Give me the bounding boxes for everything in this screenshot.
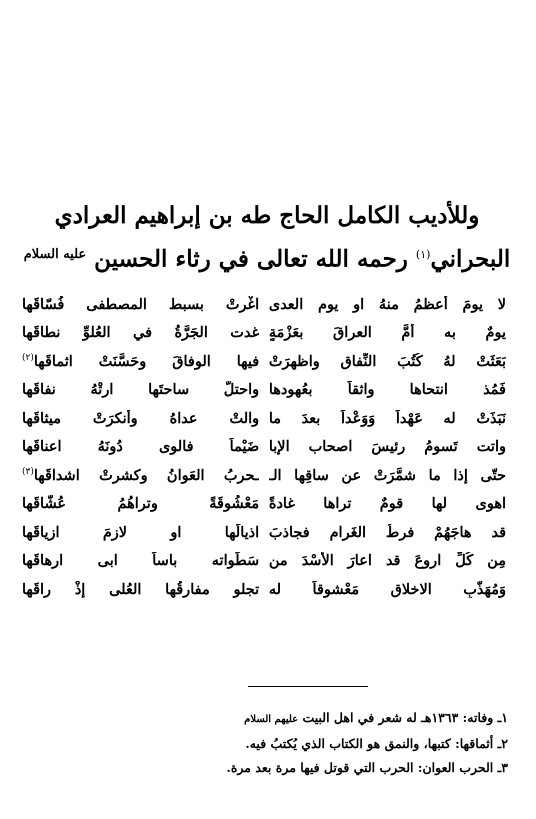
first-hemistich — [269, 296, 506, 313]
title-line-2 — [20, 235, 514, 279]
first-hemistich — [269, 381, 506, 398]
hemistich-text: ـحربُ العَوانُ وكشرتْ اشداقَها — [33, 466, 260, 484]
hemistich-text: لا يومَ أعظمُ منهُ او يوم العدى — [268, 295, 506, 313]
second-hemistich — [22, 410, 259, 427]
hemistich-text: اهوى لها قومٌ تراها غادةً — [268, 495, 506, 513]
second-hemistich — [22, 438, 259, 455]
honorific-glyph: عليه السلام — [23, 247, 87, 262]
hemistich-text: ضَيْماً فالوى دُونَهُ اعناقَها — [22, 438, 260, 456]
hemistich-text: يومٌ به أُمَّ العراقَ بعَزْمَةٍ — [268, 324, 506, 342]
title-poet-nisba: البحراني — [430, 245, 511, 273]
footnote-text: ٢ـ أثماقها: كتبها، والنمق هو الكتاب الذي يُكتبُ فيه. — [245, 736, 508, 751]
verse-line — [22, 347, 506, 376]
footnote-text: ٣ـ الحرب العوان: الحرب التي قوتل فيها مرة بعد مرة. — [226, 760, 508, 775]
verse-line — [22, 319, 506, 348]
hemistich-text: فيها الوفاقَ وحَسَّنَتْ اثماقَها — [33, 352, 260, 370]
first-hemistich — [269, 495, 506, 512]
second-hemistich — [22, 552, 259, 569]
hemistich-text: قد هاجَهُمْ فرطُ الغَرام فجاذبَ — [268, 523, 506, 541]
hemistich-text: والتْ عداهُ وأنكرَتْ ميثاقَها — [22, 409, 260, 427]
footnote-ref: (٢) — [22, 352, 34, 363]
hemistich-text: مَعْشُوقَةً وتراهُمُ عُشّاقَها — [22, 495, 260, 513]
second-hemistich — [22, 296, 259, 313]
hemistich-text: فَمُذ انتحاها واثقاً بعُهودها — [268, 381, 506, 399]
second-hemistich — [22, 495, 259, 512]
second-hemistich — [22, 381, 259, 398]
verse-line — [22, 461, 506, 490]
hemistich-text: بَعَثَتْ لهُ كُتُبَ النِّفاق واظهرَتْ — [268, 352, 506, 370]
footnote-ref: (٣) — [22, 466, 34, 477]
hemistich-text: اغْرتْ بسبط المصطفى فُسّاقَها — [22, 295, 260, 313]
hemistich-text: اذيالَها او لازمَ ازياقَها — [22, 523, 260, 541]
verse-line — [22, 518, 506, 547]
second-hemistich — [22, 581, 259, 598]
hemistich-text: واحتلَّ ساحتَها ارتْهُ نفاقَها — [22, 381, 260, 399]
hemistich-text: وَمُهَذَّبِ الاخلاقِ مَعْشوقاً له — [268, 580, 506, 598]
verse-line — [22, 575, 506, 604]
hemistich-text: مِن كُلِّ اروعَ قد اعارَ الأُسْدَ من — [268, 552, 506, 570]
footnotes — [68, 706, 508, 780]
verse-line — [22, 404, 506, 433]
first-hemistich — [269, 438, 506, 455]
hemistich-text: نَبَذَتْ له عَهْداً وَوَعْداً بعدَ ما — [268, 409, 506, 427]
verse-line — [22, 547, 506, 576]
poem-body — [22, 290, 506, 604]
second-hemistich — [22, 324, 259, 341]
poem-title — [20, 196, 514, 279]
title-subject: رحمه الله تعالى في رثاء الحسين — [86, 245, 416, 273]
footnote-text: ١ـ وفاته: ١٣٦٣هـ له شعر في اهل البيت — [298, 710, 508, 725]
footnote-divider — [248, 686, 368, 687]
first-hemistich — [269, 524, 506, 541]
second-hemistich — [22, 524, 259, 541]
footnote-3 — [68, 756, 508, 780]
footnote-2 — [68, 732, 508, 756]
footnote-ref-1: (١) — [415, 248, 431, 261]
hemistich-text: سَطَواته باساً ابى ارهاقَها — [22, 552, 260, 570]
first-hemistich — [269, 552, 506, 569]
footnote-1 — [68, 706, 508, 732]
hemistich-text: واتت تَسومُ رئيسَ اصحاب الإبا — [268, 438, 506, 456]
second-hemistich — [22, 467, 259, 484]
first-hemistich — [269, 353, 506, 370]
first-hemistich — [269, 324, 506, 341]
verse-line — [22, 433, 506, 462]
first-hemistich — [269, 581, 506, 598]
verse-line — [22, 490, 506, 519]
honorific-glyph: عليهم السلام — [244, 714, 299, 725]
verse-line — [22, 290, 506, 319]
title-line-1: وللأديب الكامل الحاج طه بن إبراهيم العرادي — [54, 202, 480, 229]
first-hemistich — [269, 467, 506, 484]
second-hemistich — [22, 353, 259, 370]
hemistich-text: غدت الجَرَّةُ في العُلوِّ نطاقَها — [22, 324, 260, 342]
hemistich-text: تجلو مفارقُها العُلى إذْ راقَها — [22, 580, 260, 598]
hemistich-text: حتّى إذا ما شمَّرَتْ عن ساقِها الـ — [268, 466, 506, 484]
verse-line — [22, 376, 506, 405]
first-hemistich — [269, 410, 506, 427]
